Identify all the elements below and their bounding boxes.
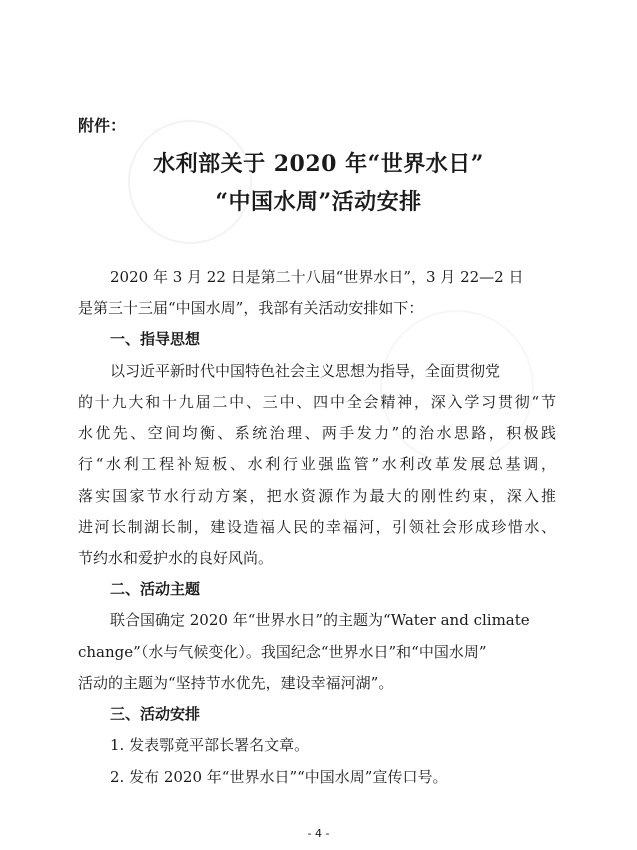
paragraph-line: 落实国家节水行动方案，把水资源作为最大的刚性约束，深入推: [78, 487, 556, 505]
paragraph-line: 的十九大和十九届二中、三中、四中全会精神，深入学习贯彻“节: [78, 393, 556, 411]
faint-seal-mark: [128, 120, 252, 244]
section-heading: 三、活动安排: [110, 705, 201, 723]
paragraph-line: 进河长制湖长制，建设造福人民的幸福河，引领社会形成珍惜水、: [78, 518, 556, 536]
section-heading: 二、活动主题: [110, 580, 201, 598]
attachment-label: 附件：: [78, 116, 127, 135]
list-item: 1. 发表鄂竟平部长署名文章。: [110, 736, 310, 754]
paragraph-line: change”（水与气候变化）。我国纪念“世界水日”和“中国水周”: [78, 643, 487, 661]
section-heading: 一、指导思想: [110, 330, 201, 348]
paragraph-line: 联合国确定 2020 年“世界水日”的主题为“Water and climate: [110, 611, 530, 629]
intro-text: 2020 年 3 月 22 日是第二十八届“世界水日”，3 月 22—2 日: [110, 268, 524, 286]
document-title-line-2: “中国水周”活动安排: [215, 189, 422, 215]
paragraph-line: 水优先、空间均衡、系统治理、两手发力”的治水思路，积极践: [78, 424, 556, 442]
page-number: - 4 -: [307, 827, 330, 840]
intro-line-1: [0, 266, 637, 287]
paragraph-line: 行“水利工程补短板、水利行业强监管”水利改革发展总基调，: [78, 455, 556, 473]
list-item: 2. 发布 2020 年“世界水日”“中国水周”宣传口号。: [110, 768, 448, 786]
paragraph-line: 活动的主题为“坚持节水优先，建设幸福河湖”。: [78, 674, 394, 692]
intro-line-2: 是第三十三届“中国水周”，我部有关活动安排如下：: [78, 299, 424, 317]
paragraph-line: 节约水和爱护水的良好风尚。: [78, 549, 274, 567]
document-title-line-1: 水利部关于 2020 年“世界水日”: [153, 151, 484, 177]
paragraph-line: 以习近平新时代中国特色社会主义思想为指导，全面贯彻党: [110, 362, 501, 380]
